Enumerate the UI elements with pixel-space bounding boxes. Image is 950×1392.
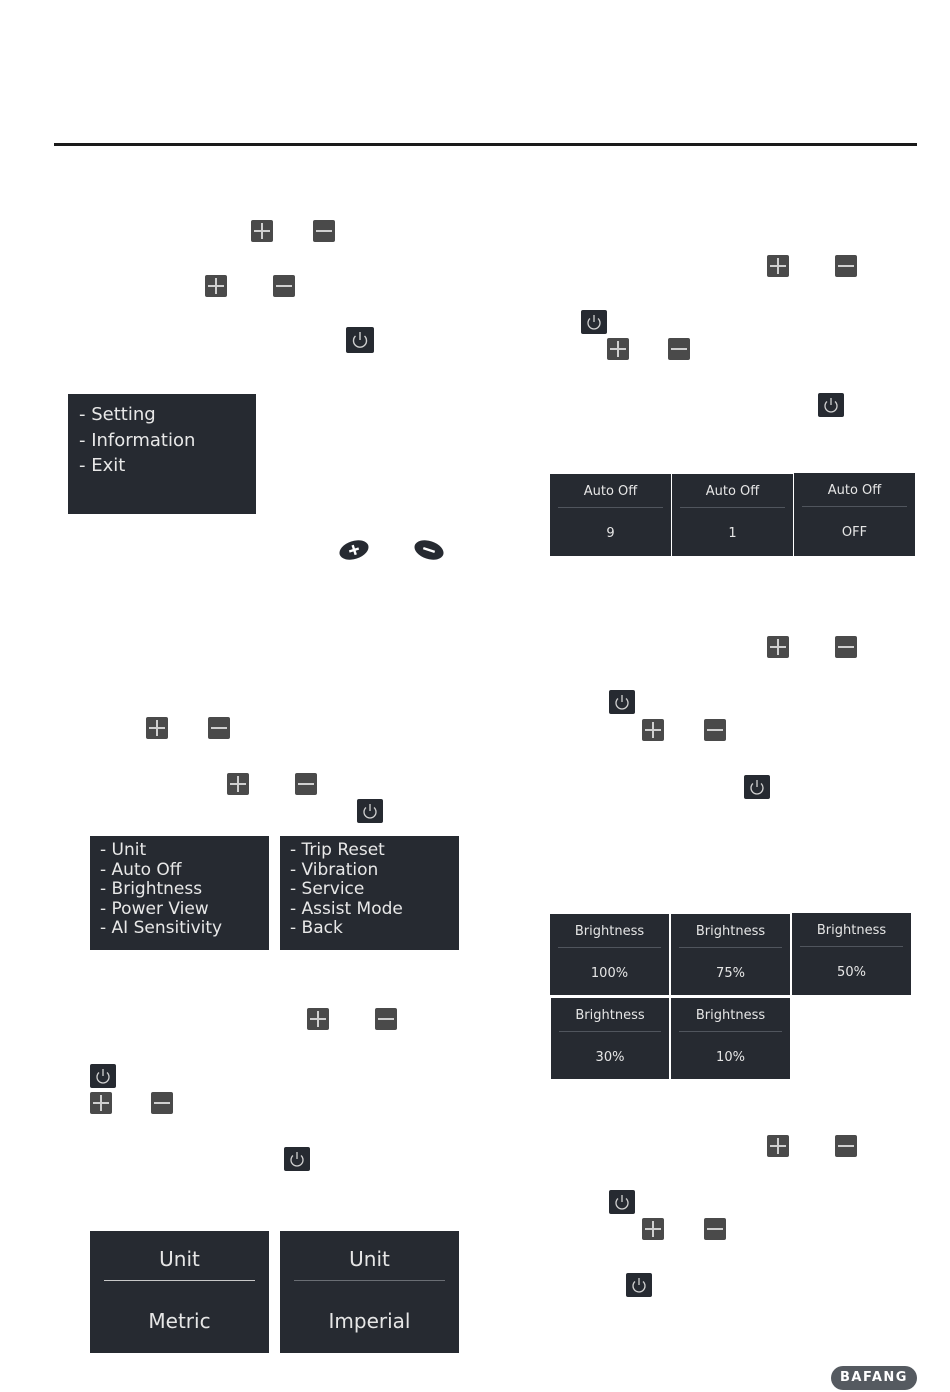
tile-divider	[104, 1280, 255, 1281]
menu-item-information: - Information	[79, 429, 196, 451]
menu-item-unit: - Unit	[100, 840, 147, 860]
header-rule	[54, 143, 917, 146]
settings-menu-right-panel	[280, 836, 459, 950]
menu-item-service: - Service	[290, 879, 365, 899]
tile-value: 100%	[590, 966, 629, 981]
brightness-tile-75	[671, 914, 790, 995]
tile-title: Brightness	[816, 923, 887, 938]
plus-button-icon	[205, 275, 227, 297]
tile-value: 9	[606, 526, 615, 541]
minus-button-icon	[151, 1092, 173, 1114]
minus-button-icon	[835, 636, 857, 658]
unit-tile-metric	[90, 1231, 269, 1353]
tile-title: Brightness	[574, 924, 645, 939]
minus-button-icon	[313, 220, 335, 242]
brightness-tile-10	[671, 998, 790, 1079]
auto-off-tile-off	[794, 473, 915, 556]
power-button-icon	[581, 310, 607, 334]
power-button-icon	[357, 799, 383, 823]
plus-button-icon	[227, 773, 249, 795]
power-button-icon	[609, 1190, 635, 1214]
plus-button-icon	[767, 636, 789, 658]
brightness-tile-100	[550, 914, 669, 995]
plus-button-icon	[307, 1008, 329, 1030]
power-button-icon	[346, 327, 374, 353]
power-button-icon	[609, 690, 635, 714]
tile-divider	[800, 946, 903, 947]
menu-item-power-view: - Power View	[100, 898, 209, 919]
menu-item-assist-mode: - Assist Mode	[290, 898, 403, 919]
tile-value: 1	[728, 526, 737, 541]
tile-divider	[294, 1280, 445, 1281]
plus-button-icon	[767, 255, 789, 277]
tile-value: OFF	[841, 525, 868, 540]
menu-item-vibration: - Vibration	[290, 859, 379, 880]
plus-button-icon	[767, 1135, 789, 1157]
tile-value: 50%	[837, 965, 866, 980]
power-button-icon	[90, 1064, 116, 1088]
main-menu-panel	[68, 394, 256, 514]
unit-tile-imperial	[280, 1231, 459, 1353]
menu-item-trip-reset: - Trip Reset	[290, 840, 385, 860]
tile-title: Auto Off	[705, 484, 760, 499]
minus-button-icon	[704, 1218, 726, 1240]
bafang-logo: BAFANG	[831, 1366, 917, 1390]
tile-title: Brightness	[575, 1008, 645, 1023]
minus-button-icon	[835, 255, 857, 277]
menu-item-auto-off: - Auto Off	[100, 859, 182, 880]
minus-button-icon	[668, 338, 690, 360]
menu-item-brightness: - Brightness	[100, 879, 203, 899]
tile-title: Auto Off	[583, 484, 638, 499]
tile-value: Metric	[148, 1309, 211, 1333]
power-button-icon	[284, 1147, 310, 1171]
menu-item-exit: - Exit	[79, 455, 126, 476]
minus-button-icon	[208, 717, 230, 739]
tile-title: Auto Off	[827, 483, 882, 498]
tile-divider	[558, 507, 663, 508]
minus-button-icon	[835, 1135, 857, 1157]
tile-divider	[559, 1031, 661, 1032]
tile-value: 30%	[595, 1050, 625, 1065]
tile-value: 10%	[716, 1050, 745, 1065]
tile-divider	[802, 506, 907, 507]
power-button-icon	[818, 393, 844, 417]
tile-divider	[679, 1031, 782, 1032]
power-button-icon	[626, 1273, 652, 1297]
minus-button-icon	[273, 275, 295, 297]
plus-button-icon	[642, 719, 664, 741]
plus-button-icon	[607, 338, 629, 360]
tile-title: Unit	[159, 1247, 200, 1271]
power-button-icon	[744, 775, 770, 799]
tile-divider	[679, 947, 782, 948]
tile-divider	[558, 947, 661, 948]
plus-physical-button-icon	[337, 537, 371, 563]
tile-title: Brightness	[695, 1008, 766, 1023]
minus-button-icon	[295, 773, 317, 795]
plus-button-icon	[146, 717, 168, 739]
settings-menu-left-panel	[90, 836, 269, 950]
tile-value: 75%	[716, 966, 745, 981]
menu-item-setting: - Setting	[79, 404, 156, 425]
auto-off-tile-1	[672, 474, 793, 556]
plus-button-icon	[642, 1218, 664, 1240]
menu-item-ai-sensitivity: - AI Sensitivity	[100, 918, 223, 938]
plus-button-icon	[251, 220, 273, 242]
minus-physical-button-icon	[412, 537, 446, 563]
tile-title: Unit	[349, 1247, 390, 1271]
brightness-tile-50	[792, 913, 911, 995]
plus-button-icon	[90, 1092, 112, 1114]
menu-item-back: - Back	[290, 918, 343, 938]
brightness-tile-30	[551, 998, 669, 1079]
minus-button-icon	[704, 719, 726, 741]
tile-title: Brightness	[695, 924, 766, 939]
tile-divider	[680, 507, 785, 508]
auto-off-tile-9	[550, 474, 671, 556]
minus-button-icon	[375, 1008, 397, 1030]
tile-value: Imperial	[328, 1309, 411, 1333]
